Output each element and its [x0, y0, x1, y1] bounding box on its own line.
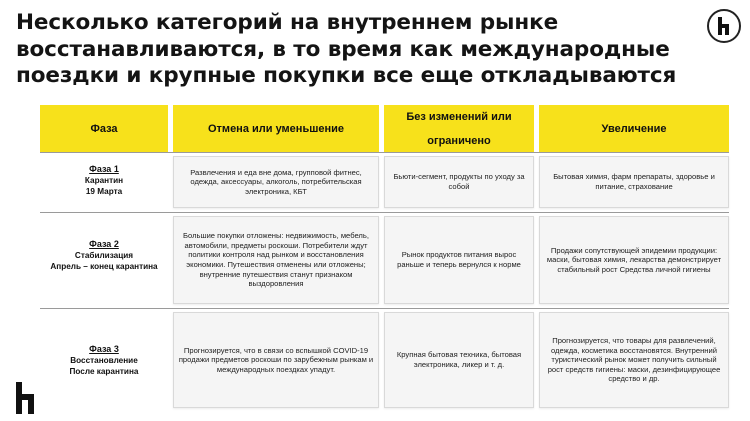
- phase-name: Фаза 3: [89, 344, 119, 354]
- header-increase: Увеличение: [539, 105, 729, 152]
- cell-nochange-1: Бьюти-сегмент, продукты по уходу за собой: [384, 156, 534, 208]
- cell-increase-3: Прогнозируется, что товары для развлечений, одежда, косметика восстановятся. Внутренний туристический рынок может получить сильный рост средств гигиены: маски, дезинфицирующее средство и др.: [539, 312, 729, 408]
- row-divider: [40, 308, 729, 309]
- phase-line2: После карантина: [69, 367, 139, 376]
- row-divider: [40, 212, 729, 213]
- cell-cancel-2: Большие покупки отложены: недвижимость, мебель, автомобили, предметы роскоши. Потребители ждут политики контроля над рынком и восстановления экономики. Путешествия отменены или отложены; внутренние путешествия станут признаком выздоровления: [173, 216, 379, 304]
- header-nochange: Без изменений или ограничено: [384, 105, 534, 152]
- cell-nochange-3: Крупная бытовая техника, бытовая электроника, ликер и т. д.: [384, 312, 534, 408]
- slide-title: Несколько категорий на внутреннем рынке восстанавливаются, в то время как международные поездки и крупные покупки все еще откладываются: [16, 10, 677, 88]
- phase-2: [40, 238, 168, 272]
- cell-increase-2: Продажи сопутствующей эпидемии продукции: маски, бытовая химия, лекарства демонстрирует стабильный рост Средства личной гигиены: [539, 216, 729, 304]
- cell-nochange-2: Рынок продуктов питания вырос раньше и теперь вернулся к норме: [384, 216, 534, 304]
- phase-line1: Карантин: [84, 176, 124, 185]
- cell-cancel-3: Прогнозируется, что в связи со вспышкой COVID-19 продажи предметов роскоши по зарубежным рынкам и международных поездках упадут.: [173, 312, 379, 408]
- corner-logo-icon: [16, 382, 36, 414]
- phase-name: Фаза 2: [89, 239, 119, 249]
- phase-line1: Восстановление: [70, 356, 138, 365]
- phase-line2: Апрель – конец карантина: [50, 262, 158, 271]
- header-phase: Фаза: [40, 105, 168, 152]
- phase-line1: Стабилизация: [74, 251, 134, 260]
- phase-name: Фаза 1: [89, 164, 119, 174]
- row-divider: [40, 152, 729, 153]
- cell-increase-1: Бытовая химия, фарм препараты, здоровье и питание, страхование: [539, 156, 729, 208]
- phase-3: [40, 343, 168, 377]
- phase-line2: 19 Марта: [85, 187, 123, 196]
- header-cancel: Отмена или уменьшение: [173, 105, 379, 152]
- brand-h-icon: [707, 9, 741, 43]
- cell-cancel-1: Развлечения и еда вне дома, групповой фитнес, одежда, аксессуары, алкоголь, потребительская электроника, КБТ: [173, 156, 379, 208]
- phase-1: [40, 163, 168, 197]
